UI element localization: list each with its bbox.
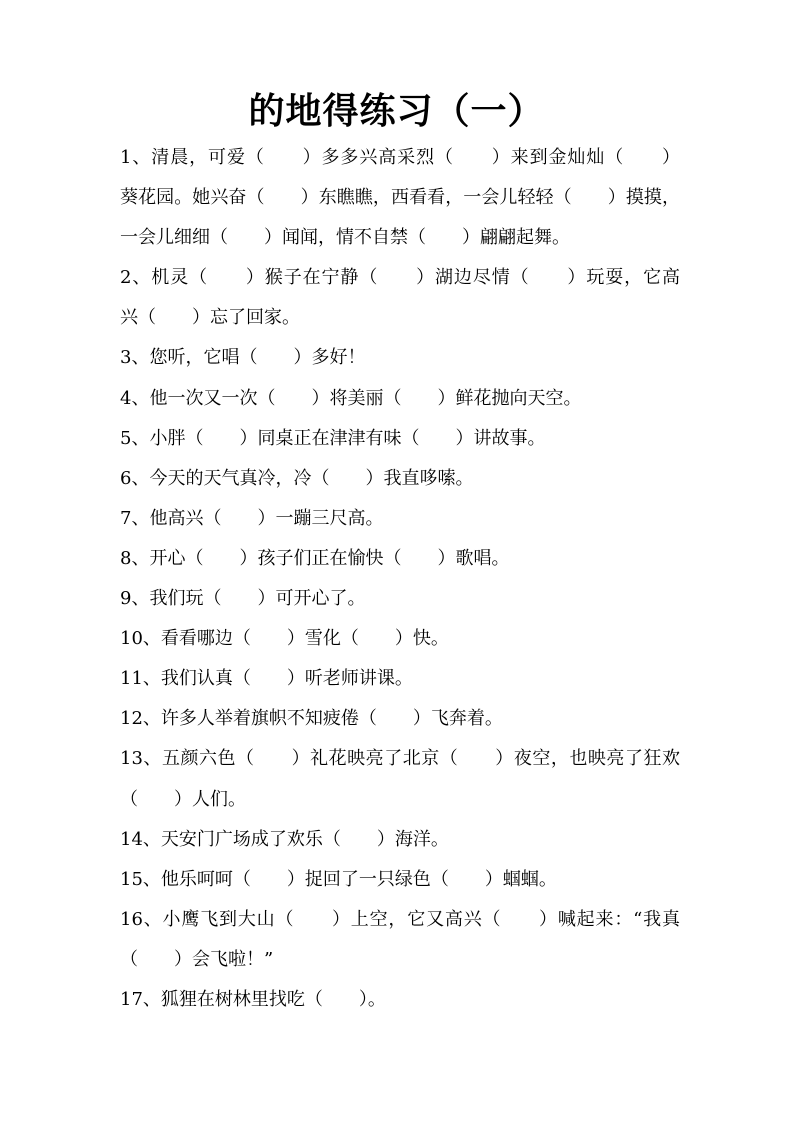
exercise-line: 1、清晨，可爱（ ）多多兴高采烈（ ）来到金灿灿（ ） (120, 147, 680, 168)
exercise-line: 兴（ ）忘了回家。 (120, 307, 300, 329)
exercise-line: 11、我们认真（ ）听老师讲课。 (120, 668, 413, 690)
exercise-line: 6、今天的天气真冷，冷（ ）我直哆嗦。 (120, 467, 474, 489)
exercise-line: 13、五颜六色（ ）礼花映亮了北京（ ）夜空，也映亮了狂欢 (120, 748, 680, 770)
exercise-line: 2、机灵（ ）猴子在宁静（ ）湖边尽情（ ）玩耍，它高 (120, 267, 680, 289)
exercise-list (120, 138, 680, 1020)
exercise-line: 葵花园。她兴奋（ ）东瞧瞧，西看看，一会儿轻轻（ ）摸摸， (120, 187, 680, 209)
page-title: 的地得练习（一） (248, 90, 545, 132)
exercise-line: 16、小鹰飞到大山（ ）上空，它又高兴（ ）喊起来：“我真 (120, 908, 680, 930)
exercise-line: 15、他乐呵呵（ ）捉回了一只绿色（ ）蝈蝈。 (120, 868, 557, 890)
exercise-line: 5、小胖（ ）同桌正在津津有味（ ）讲故事。 (120, 427, 546, 449)
exercise-line: 一会儿细细（ ）闻闻，情不自禁（ ）翩翩起舞。 (120, 227, 570, 249)
exercise-line: 8、开心（ ）孩子们正在愉快（ ）歌唱。 (120, 547, 510, 569)
exercise-line: （ ）会飞啦！” (120, 948, 274, 970)
exercise-line: 7、他高兴（ ）一蹦三尺高。 (120, 507, 384, 529)
exercise-line: 14、天安门广场成了欢乐（ ）海洋。 (120, 828, 449, 850)
exercise-line: 10、看看哪边（ ）雪化（ ）快。 (120, 628, 449, 650)
exercise-line: （ ）人们。 (120, 788, 246, 810)
exercise-line: 9、我们玩（ ）可开心了。 (120, 588, 366, 610)
exercise-line: 12、许多人举着旗帜不知疲倦（ ）飞奔着。 (120, 708, 503, 730)
exercise-line: 17、狐狸在树林里找吃（ ）。 (120, 988, 386, 1010)
exercise-line: 3、您听，它唱（ ）多好！ (120, 347, 366, 369)
exercise-line: 4、他一次又一次（ ）将美丽（ ）鲜花抛向天空。 (120, 387, 582, 409)
